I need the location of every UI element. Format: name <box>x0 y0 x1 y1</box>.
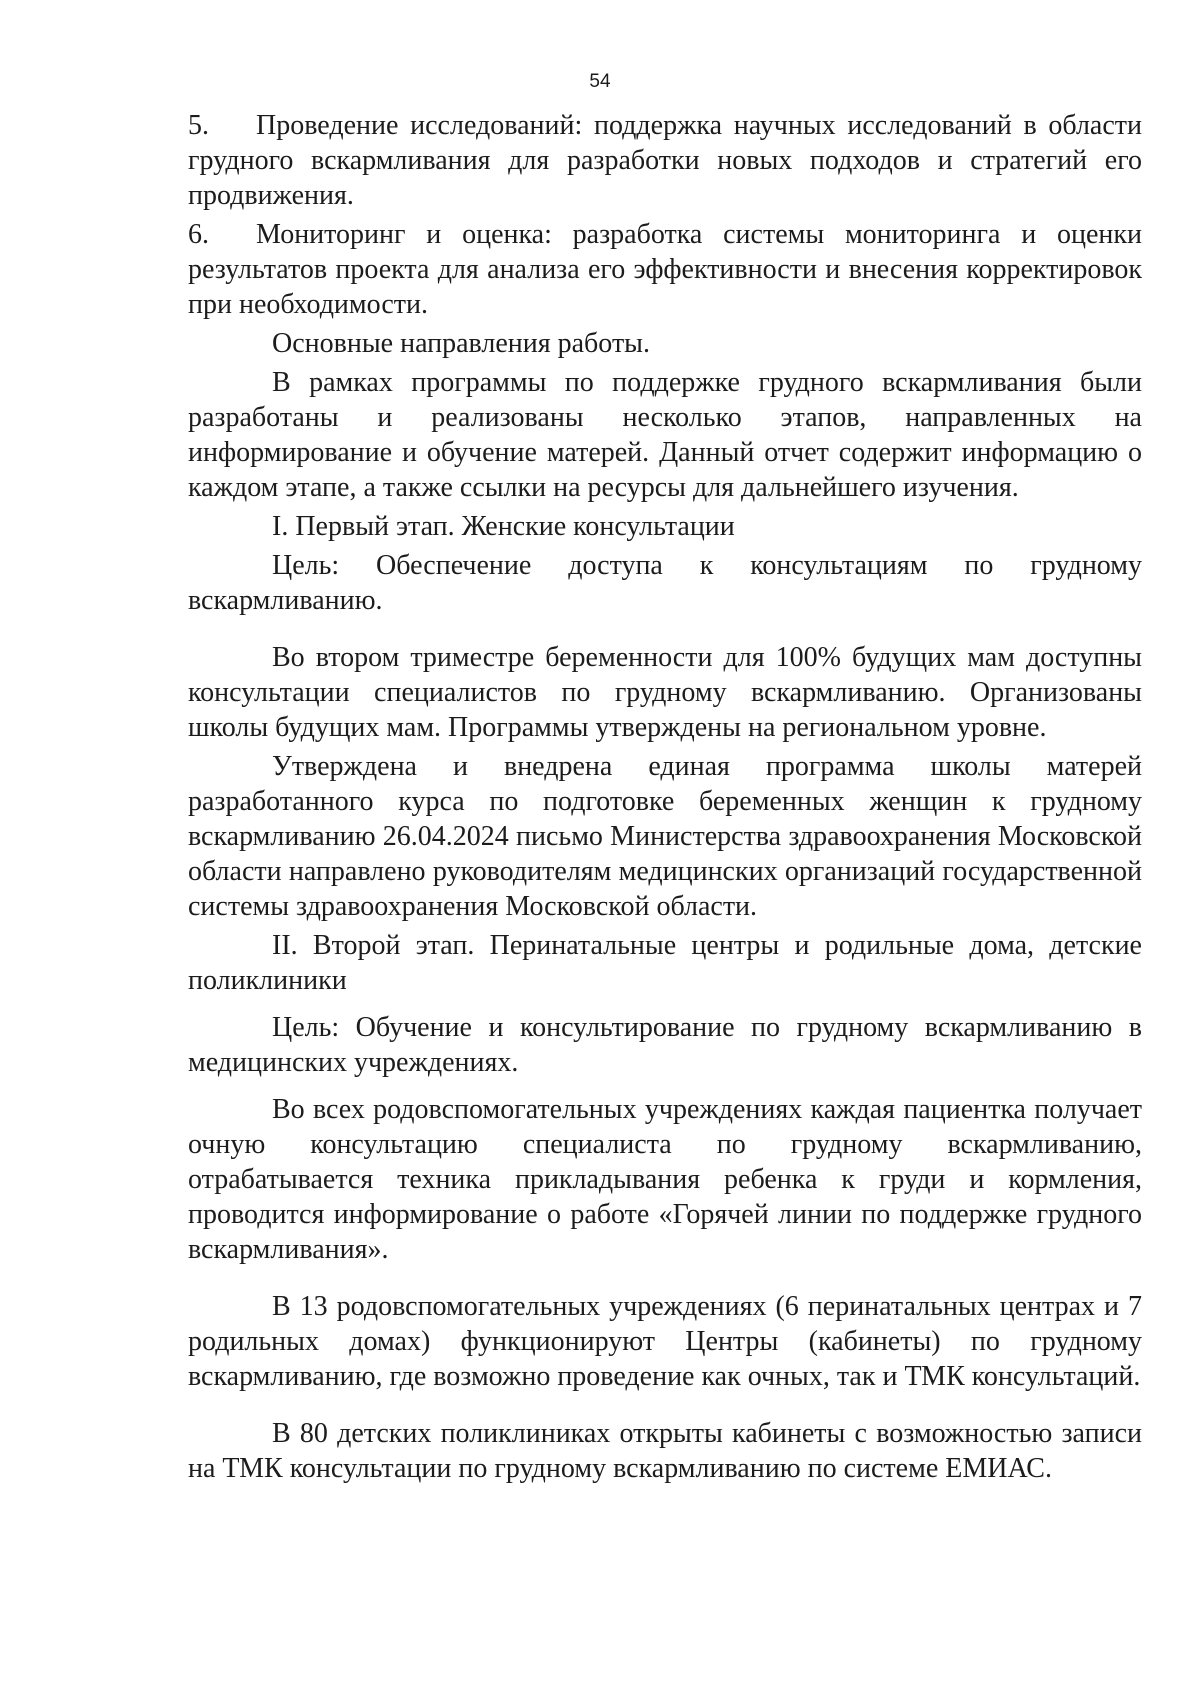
document-body <box>188 108 1142 1486</box>
paragraph-program-intro: В рамках программы по поддержке грудного вскармливания были разработаны и реализованы несколько этапов, направленных на информирование и обучение матерей. Данный отчет содержит информацию о каждом этапе, а также ссылки на ресурсы для дальнейшего изучения. <box>188 367 1142 503</box>
list-item-text: Мониторинг и оценка: разработка системы мониторинга и оценки результатов проекта для анализа его эффективности и внесения корректировок при необходимости. <box>188 219 1142 320</box>
list-item-text: Проведение исследований: поддержка научных исследований в области грудного вскармливания для разработки новых подходов и стратегий его продвижения. <box>188 110 1142 211</box>
stage-heading-first: I. Первый этап. Женские консультации <box>272 511 735 542</box>
list-item-number: 5. <box>188 110 209 141</box>
section-heading-main-directions: Основные направления работы. <box>272 328 650 359</box>
list-item-research <box>188 108 1142 213</box>
list-item-number: 6. <box>188 219 209 250</box>
paragraph-second-trimester: Во втором триместре беременности для 100% будущих мам доступны консультации специалистов по грудному вскармливанию. Организованы школы будущих мам. Программы утверждены на региональном уровне. <box>188 642 1142 743</box>
list-item-monitoring <box>188 217 1142 322</box>
paragraph-breastfeeding-centers: В 13 родовспомогательных учреждениях (6 перинатальных центрах и 7 родильных домах) функционируют Центры (кабинеты) по грудному вскармливанию, где возможно проведение как очных, так и ТМК консультаций. <box>188 1291 1142 1392</box>
stage-heading-second: II. Второй этап. Перинатальные центры и родильные дома, детские поликлиники <box>188 930 1142 996</box>
stage-goal-second: Цель: Обучение и консультирование по грудному вскармливанию в медицинских учреждениях. <box>188 1012 1142 1078</box>
paragraph-maternity-consultations: Во всех родовспомогательных учреждениях каждая пациентка получает очную консультацию специалиста по грудному вскармливанию, отрабатывается техника прикладывания ребенка к груди и кормления, проводится информирование о работе «Горячей линии по поддержке грудного вскармливания». <box>188 1094 1142 1265</box>
page-number: 54 <box>589 71 611 92</box>
stage-goal-first: Цель: Обеспечение доступа к консультациям по грудному вскармливанию. <box>188 550 1142 616</box>
paragraph-children-clinics: В 80 детских поликлиниках открыты кабинеты с возможностью записи на ТМК консультации по грудному вскармливанию по системе ЕМИАС. <box>188 1418 1142 1484</box>
paragraph-school-program: Утверждена и внедрена единая программа школы матерей разработанного курса по подготовке беременных женщин к грудному вскармливанию 26.04.2024 письмо Министерства здравоохранения Московской области направлено руководителям медицинских организаций государственной системы здравоохранения Московской области. <box>188 751 1142 922</box>
